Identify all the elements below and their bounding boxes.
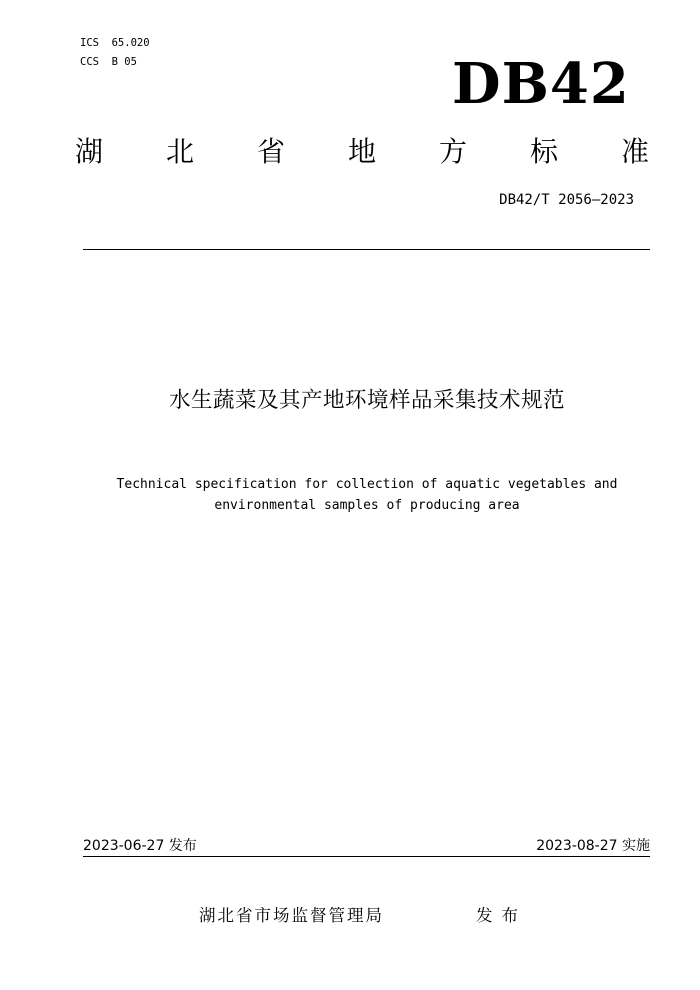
title-en-line: environmental samples of producing area	[214, 498, 520, 513]
title-char: 湖	[74, 135, 103, 168]
issuing-authority: 湖北省市场监督管理局	[199, 906, 384, 925]
title-char: 标	[529, 135, 558, 168]
standard-category-title	[72, 136, 652, 168]
implementation-date: 2023-08-27 实施	[536, 838, 650, 854]
title-char: 方	[438, 135, 467, 168]
document-title-zh: 水生蔬菜及其产地环境样品采集技术规范	[168, 388, 565, 413]
title-char: 省	[256, 135, 285, 168]
ics-code: ICS 65.020	[80, 37, 150, 49]
standard-number: DB42/T 2056—2023	[499, 192, 634, 208]
classification-codes	[80, 34, 150, 72]
bottom-divider	[83, 856, 650, 857]
standard-logo: DB42	[452, 51, 630, 117]
title-char: 准	[620, 135, 649, 168]
release-date: 2023-06-27 发布	[83, 838, 197, 854]
title-char: 地	[347, 135, 376, 168]
issue-label: 发布	[476, 906, 527, 925]
title-en-line: Technical specification for collection of aquatic vegetables and	[116, 477, 618, 492]
document-title-en	[100, 474, 634, 516]
title-char: 北	[165, 135, 194, 168]
top-divider	[83, 249, 650, 250]
ccs-code: CCS B 05	[80, 56, 137, 68]
